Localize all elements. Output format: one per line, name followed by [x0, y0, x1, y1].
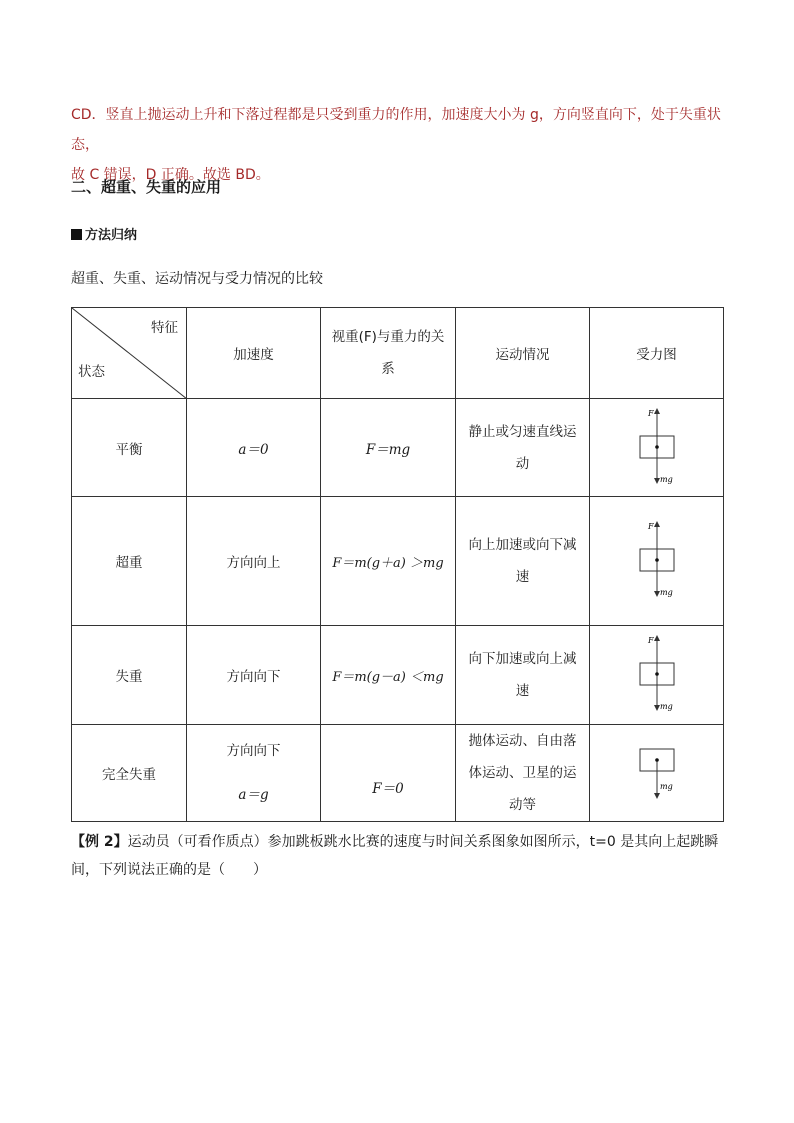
section-title: 二、超重、失重的应用 [71, 178, 222, 196]
force-mg-label: mg [659, 474, 673, 484]
header-relation: 视重(F)与重力的关系 [321, 308, 456, 399]
force-diagram [627, 731, 687, 811]
force-diagram-cell [590, 399, 724, 497]
force-f-label: F [647, 636, 654, 645]
row-relation: F＝m(g－a) ＜mg [321, 626, 456, 725]
example-tag: 【例 2】 [71, 834, 128, 850]
force-mg-label: mg [659, 588, 673, 597]
force-diagram [627, 633, 687, 713]
example-2 [71, 828, 736, 884]
row-motion: 向下加速或向上减速 [456, 626, 590, 725]
method-heading [71, 224, 137, 243]
method-label: 方法归纳 [85, 228, 138, 243]
comparison-table [71, 307, 724, 822]
row-state: 平衡 [72, 399, 187, 497]
table-row [72, 399, 724, 497]
table-row [72, 497, 724, 626]
header-feature: 特征 [151, 320, 178, 336]
header-force: 受力图 [590, 308, 724, 399]
row-motion: 抛体运动、自由落体运动、卫星的运动等 [456, 725, 590, 822]
row-motion: 静止或匀速直线运动 [456, 399, 590, 497]
row-state: 完全失重 [72, 725, 187, 822]
row-relation: F＝m(g＋a) ＞mg [321, 497, 456, 626]
row-accel: 方向向下 [187, 626, 321, 725]
force-f-label: F [647, 522, 654, 531]
header-accel: 加速度 [187, 308, 321, 399]
row-state: 失重 [72, 626, 187, 725]
row-accel-line-2: a＝g [238, 787, 269, 803]
row-accel: a＝0 [187, 399, 321, 497]
row-relation: F＝mg [321, 399, 456, 497]
force-diagram [627, 519, 687, 599]
row-accel-line-1: 方向向下 [226, 743, 281, 759]
force-mg-label: mg [659, 782, 673, 791]
row-motion: 向上加速或向下减速 [456, 497, 590, 626]
header-motion: 运动情况 [456, 308, 590, 399]
row-accel [187, 725, 321, 822]
force-f-label: F [647, 408, 654, 418]
example-text: 运动员（可看作质点）参加跳板跳水比赛的速度与时间关系图象如图所示，t=0 是其向上起跳瞬间，下列说法正确的是（ ） [71, 834, 719, 878]
table-header-row [72, 308, 724, 399]
table-caption: 超重、失重、运动情况与受力情况的比较 [71, 271, 323, 287]
force-mg-label: mg [659, 702, 673, 711]
answer-line-2: 故 C 错误，D 正确。故选 BD。 [71, 167, 270, 183]
row-accel: 方向向上 [187, 497, 321, 626]
table-row [72, 626, 724, 725]
row-relation: F＝0 [321, 725, 456, 822]
row-state: 超重 [72, 497, 187, 626]
header-state: 状态 [78, 364, 105, 380]
diagonal-header-cell [72, 308, 187, 399]
square-bullet-icon [71, 229, 82, 240]
force-diagram-cell [590, 725, 724, 822]
table-row [72, 725, 724, 822]
force-diagram [627, 406, 687, 486]
force-diagram-cell [590, 626, 724, 725]
force-diagram-cell [590, 497, 724, 626]
answer-line-1: CD．竖直上抛运动上升和下落过程都是只受到重力的作用，加速度大小为 g，方向竖直向下，处于失重状态， [71, 107, 721, 153]
